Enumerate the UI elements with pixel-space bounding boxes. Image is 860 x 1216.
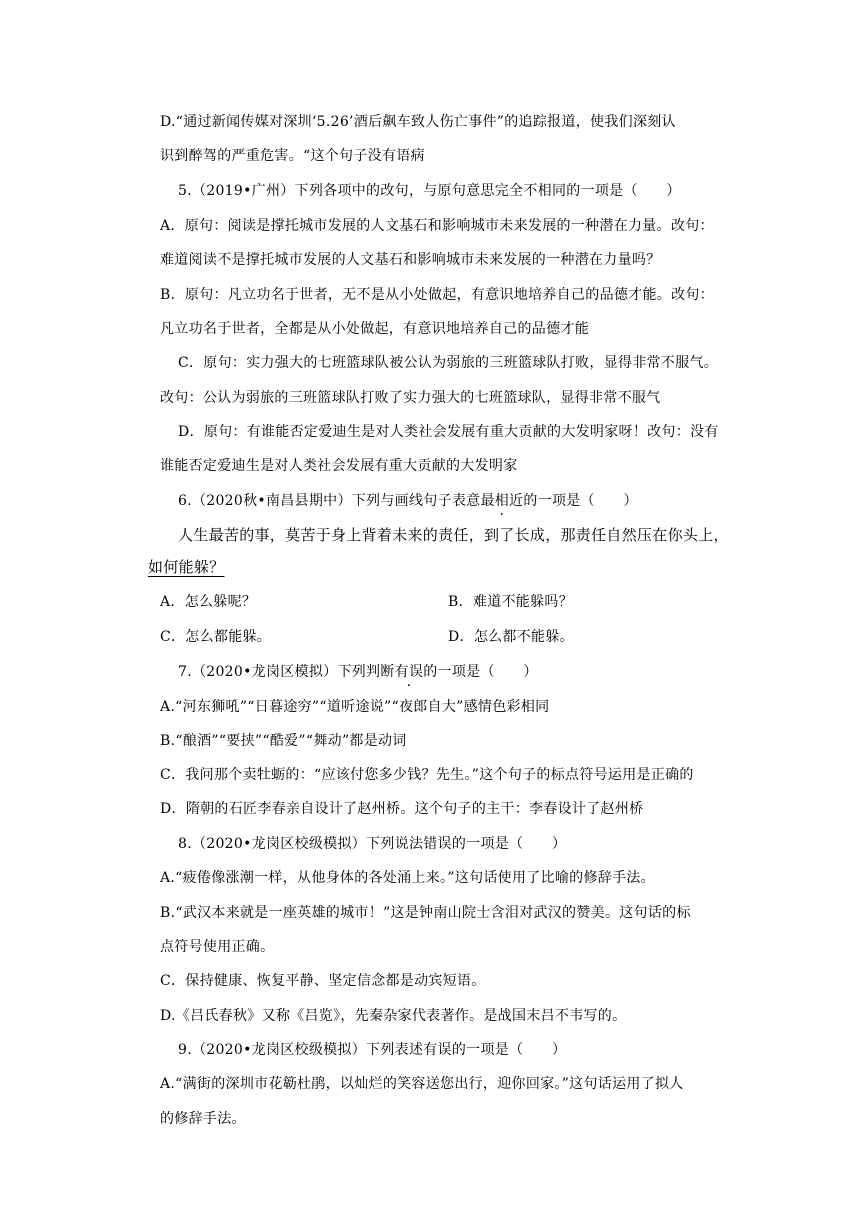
question-6-stem-part2: 的一项是（ ） xyxy=(523,493,638,509)
q5-option-d-line2: 谁能否定爱迪生是对人类社会发展有重大贡献的大发明家 xyxy=(160,458,518,474)
q5-option-b-line1: B．原句：凡立功名于世者，无不是从小处做起，有意识地培养自己的品德才能。改句： xyxy=(160,287,714,303)
q8-option-b-line1: B.“武汉本来就是一座英雄的城市！”这是钟南山院士含泪对武汉的赞美。这句话的标 xyxy=(160,905,691,921)
q6-underlined-sentence: 如何能躲？ xyxy=(148,558,225,576)
q6-option-a: A．怎么躲呢？ xyxy=(160,594,257,610)
question-6-stem-part1: 6.（2020秋•南昌县期中）下列与画线句子表意 xyxy=(178,493,481,509)
q8-option-d: D.《吕氏春秋》又称《吕览》，先秦杂家代表著作。是战国末吕不韦写的。 xyxy=(160,1008,627,1024)
question-7-stem-part2: 的一项是（ ） xyxy=(423,664,538,680)
q8-option-c: C．保持健康、恢复平静、坚定信念都是动宾短语。 xyxy=(160,973,486,989)
question-5-stem: 5.（2019•广州）下列各项中的改句，与原句意思完全不相同的一项是（ ） xyxy=(178,183,681,199)
q5-option-d-line1: D．原句：有谁能否定爱迪生是对人类社会发展有重大贡献的大发明家呀！改句：没有 xyxy=(178,424,719,440)
q4-option-d-line1: D.“通过新闻传媒对深圳‘5.26’酒后飙车致人伤亡事件”的追踪报道，使我们深刻认 xyxy=(160,114,676,130)
q6-passage-line1: 人生最苦的事，莫苦于身上背着未来的责任，到了长成，那责任自然压在你头上， xyxy=(178,526,729,544)
question-7-stem xyxy=(178,662,538,682)
q7-option-a: A.“河东狮吼”“日暮途穷”“道听途说”“夜郎自大”感情色彩相同 xyxy=(160,699,550,715)
q9-option-a-line2: 的修辞手法。 xyxy=(160,1111,246,1127)
q6-option-d: D．怎么都不能躲。 xyxy=(448,629,574,645)
question-7-emphasis: 有误 xyxy=(394,664,424,680)
q9-option-a-line1: A.“满街的深圳市花簕杜鹃，以灿烂的笑容送您出行，迎你回家。”这句话运用了拟人 xyxy=(160,1076,684,1092)
question-9-stem: 9.（2020•龙岗区校级模拟）下列表述有误的一项是（ ） xyxy=(178,1042,567,1058)
q6-option-c: C．怎么都能躲。 xyxy=(160,629,272,645)
q7-option-c: C．我问那个卖牡蛎的：“应该付您多少钱？先生。”这个句子的标点符号运用是正确的 xyxy=(160,767,694,783)
q5-option-c-line1: C．原句：实力强大的七班篮球队被公认为弱旅的三班篮球队打败，显得非常不服气。 xyxy=(178,355,719,371)
q6-option-b: B．难道不能躲吗？ xyxy=(448,594,573,610)
question-8-stem: 8.（2020•龙岗区校级模拟）下列说法错误的一项是（ ） xyxy=(178,836,567,852)
q4-option-d-line2: 识到醉驾的严重危害。“这个句子没有语病 xyxy=(160,148,425,164)
q8-option-b-line2: 点符号使用正确。 xyxy=(160,939,275,955)
question-7-stem-part1: 7.（2020•龙岗区模拟）下列判断 xyxy=(178,664,395,680)
q8-option-a: A.“疲倦像涨潮一样，从他身体的各处涌上来。”这句话使用了比喻的修辞手法。 xyxy=(160,870,655,886)
q5-option-a-line1: A．原句：阅读是撑托城市发展的人文基石和影响城市未来发展的一种潜在力量。改句： xyxy=(160,218,714,234)
question-6-stem xyxy=(178,491,638,511)
q5-option-a-line2: 难道阅读不是撑托城市发展的人文基石和影响城市未来发展的一种潜在力量吗？ xyxy=(160,252,661,268)
q5-option-c-line2: 改句：公认为弱旅的三班篮球队打败了实力强大的七班篮球队，显得非常不服气 xyxy=(160,390,661,406)
q7-option-b: B.“酿酒”“要挟”“酷爱”“舞动”都是动词 xyxy=(160,733,407,749)
question-6-emphasis: 最相近 xyxy=(480,493,524,509)
q5-option-b-line2: 凡立功名于世者，全都是从小处做起，有意识地培养自己的品德才能 xyxy=(160,321,589,337)
q7-option-d: D．隋朝的石匠李春亲自设计了赵州桥。这个句子的主干：李春设计了赵州桥 xyxy=(160,801,644,817)
